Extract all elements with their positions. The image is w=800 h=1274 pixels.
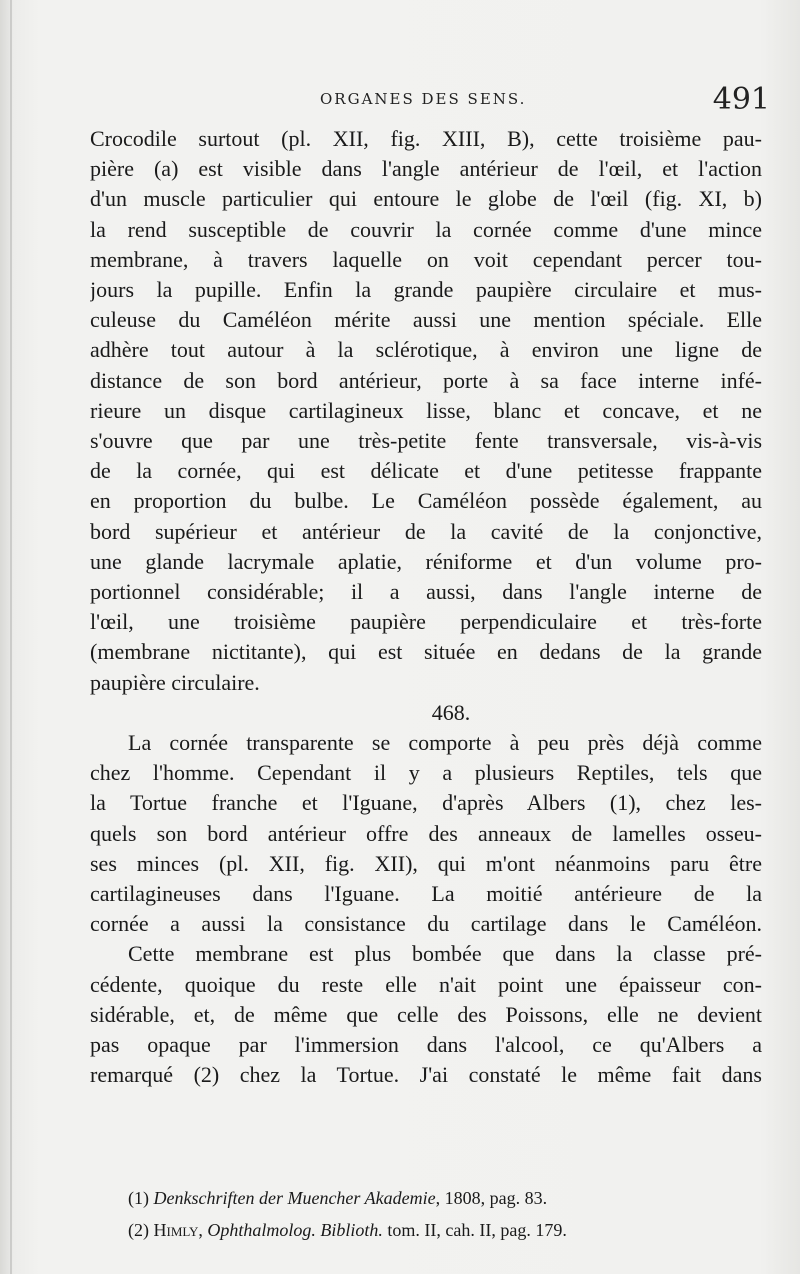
footnote-2-rest: tom. II, cah. II, pag. 179. [382, 1220, 567, 1240]
text-line: quels son bord antérieur offre des anneaux de lamelles osseu- [90, 820, 762, 846]
text-line: cartilagineuses dans l'Iguane. La moitié antérieure de la [90, 881, 762, 907]
running-head: ORGANES DES SENS. [320, 90, 527, 108]
text-line: (membrane nictitante), qui est située en dedans de la grande [90, 639, 762, 665]
footnote-2: (2) Himly, Ophthalmolog. Biblioth. tom. II, cah. II, pag. 179. [128, 1220, 567, 1240]
text-line: pière (a) est visible dans l'angle antérieur de l'œil, et l'action [90, 156, 762, 182]
text-line: adhère tout autour à la sclérotique, à environ une ligne de [90, 337, 762, 363]
text-line: Crocodile surtout (pl. XII, fig. XIII, B), cette troisième pau- [90, 126, 762, 151]
page-gutter [10, 0, 12, 1274]
footnote-2-author: Himly [153, 1220, 199, 1240]
footnote-1 [128, 1182, 768, 1214]
footnote-1-title: Denkschriften der Muencher Akademie [153, 1188, 436, 1208]
text-line: jours la pupille. Enfin la grande paupière circulaire et mus- [90, 277, 762, 303]
paragraph-2 [90, 728, 762, 939]
text-line: une glande lacrymale aplatie, réniforme et d'un volume pro- [90, 548, 762, 574]
text-line: en proportion du bulbe. Le Caméléon possède également, au [90, 488, 762, 514]
footnote-2-mark: (2) [128, 1220, 149, 1240]
text-line: de la cornée, qui est délicate et d'une petitesse frappante [90, 458, 762, 484]
text-line: ses minces (pl. XII, fig. XII), qui m'ont néanmoins paru être [90, 850, 762, 876]
text-line: l'œil, une troisième paupière perpendiculaire et très-forte [90, 609, 762, 635]
text-line: portionnel considérable; il a aussi, dans l'angle interne de [90, 579, 762, 605]
text-line: membrane, à travers laquelle on voit cependant percer tou- [90, 246, 762, 272]
paragraph-1 [90, 124, 762, 698]
text-line: bord supérieur et antérieur de la cavité de la conjonctive, [90, 518, 762, 544]
page-header [90, 82, 770, 128]
text-line: la Tortue franche et l'Iguane, d'après Albers (1), chez les- [90, 790, 762, 816]
text-line: sidérable, et, de même que celle des Poissons, elle ne devient [90, 1001, 762, 1027]
section-number: 468. [431, 699, 471, 725]
text-line: pas opaque par l'immersion dans l'alcool, ce qu'Albers a [90, 1032, 762, 1058]
footnote-2-title: Ophthalmolog. Biblioth. [207, 1220, 383, 1240]
footnote-1-mark: (1) [128, 1188, 149, 1208]
text-line: cornée a aussi la consistance du cartilage dans le Caméléon. [90, 911, 762, 937]
text-line: la rend susceptible de couvrir la cornée comme d'une mince [90, 216, 762, 242]
text-line: distance de son bord antérieur, porte à sa face interne infé- [90, 367, 762, 393]
text-line: La cornée transparente se comporte à peu près déjà comme [128, 730, 762, 756]
text-line: Cette membrane est plus bombée que dans la classe pré- [128, 941, 762, 967]
text-line: remarqué (2) chez la Tortue. J'ai constaté le même fait dans [90, 1062, 762, 1088]
page-number: 491 [712, 82, 770, 117]
text-line: s'ouvre que par une très-petite fente transversale, vis-à-vis [90, 428, 762, 454]
text-line: d'un muscle particulier qui entoure le globe de l'œil (fig. XI, b) [90, 186, 762, 212]
text-line: rieure un disque cartilagineux lisse, blanc et concave, et ne [90, 397, 762, 423]
footnote-1-rest: , 1808, pag. 83. [435, 1188, 548, 1208]
paragraph-3 [90, 939, 762, 1090]
text-line: culeuse du Caméléon mérite aussi une mention spéciale. Elle [90, 307, 762, 333]
text-line: chez l'homme. Cependant il y a plusieurs Reptiles, tels que [90, 760, 762, 786]
footnotes [128, 1182, 768, 1246]
text-line: cédente, quoique du reste elle n'ait point une épaisseur con- [90, 971, 762, 997]
text-line: paupière circulaire. [90, 669, 260, 695]
body-text [90, 124, 762, 1091]
